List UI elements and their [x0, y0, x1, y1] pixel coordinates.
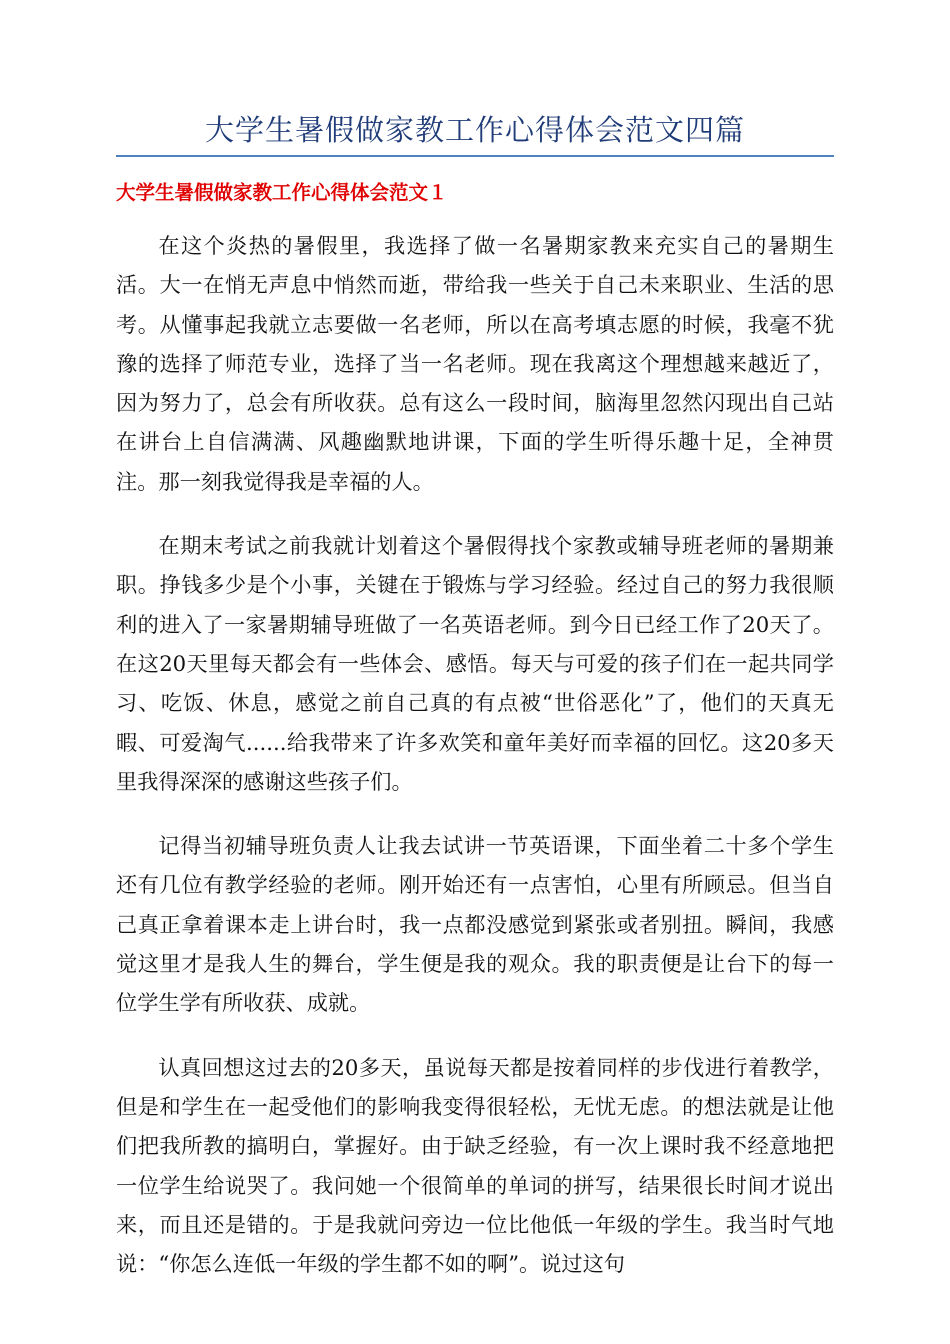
title-divider	[116, 155, 834, 157]
paragraph-4: 认真回想这过去的20多天，虽说每天都是按着同样的步伐进行着教学，但是和学生在一起受他们的影响我变得很轻松，无忧无虑。的想法就是让他们把我所教的搞明白，掌握好。由于缺乏经验，有一次上课时我不经意地把一位学生给说哭了。我问她一个很简单的单词的拼写，结果很长时间才说出来，而且还是错的。于是我就问旁边一位比他低一年级的学生。我当时气地说：“你怎么连低一年级的学生都不如的啊”。说过这句	[116, 1054, 834, 1277]
paragraph-2: 在期末考试之前我就计划着这个暑假得找个家教或辅导班老师的暑期兼职。挣钱多少是个小事，关键在于锻炼与学习经验。经过自己的努力我很顺利的进入了一家暑期辅导班做了一名英语老师。到今日已经工作了20天了。在这20天里每天都会有一些体会、感悟。每天与可爱的孩子们在一起共同学习、吃饭、休息，感觉之前自己真的有点被“世俗恶化”了，他们的天真无暇、可爱淘气......给我带来了许多欢笑和童年美好而幸福的回忆。这20多天里我得深深的感谢这些孩子们。	[116, 533, 834, 794]
body-text	[116, 226, 834, 1308]
paragraph-3: 记得当初辅导班负责人让我去试讲一节英语课，下面坐着二十多个学生还有几位有教学经验的老师。刚开始还有一点害怕，心里有所顾忌。但当自己真正拿着课本走上讲台时，我一点都没感觉到紧张或者别扭。瞬间，我感觉这里才是我人生的舞台，学生便是我的观众。我的职责便是让台下的每一位学生学有所收获、成就。	[116, 833, 834, 1016]
document-title: 大学生暑假做家教工作心得体会范文四篇	[204, 113, 745, 147]
section-heading: 大学生暑假做家教工作心得体会范文１	[116, 181, 448, 204]
paragraph-1: 在这个炎热的暑假里，我选择了做一名暑期家教来充实自己的暑期生活。大一在悄无声息中悄然而逝，带给我一些关于自己未来职业、生活的思考。从懂事起我就立志要做一名老师，所以在高考填志愿的时候，我毫不犹豫的选择了师范专业，选择了当一名老师。现在我离这个理想越来越近了，因为努力了，总会有所收获。总有这么一段时间，脑海里忽然闪现出自己站在讲台上自信满满、风趣幽默地讲课，下面的学生听得乐趣十足，全神贯注。那一刻我觉得我是幸福的人。	[116, 233, 834, 494]
